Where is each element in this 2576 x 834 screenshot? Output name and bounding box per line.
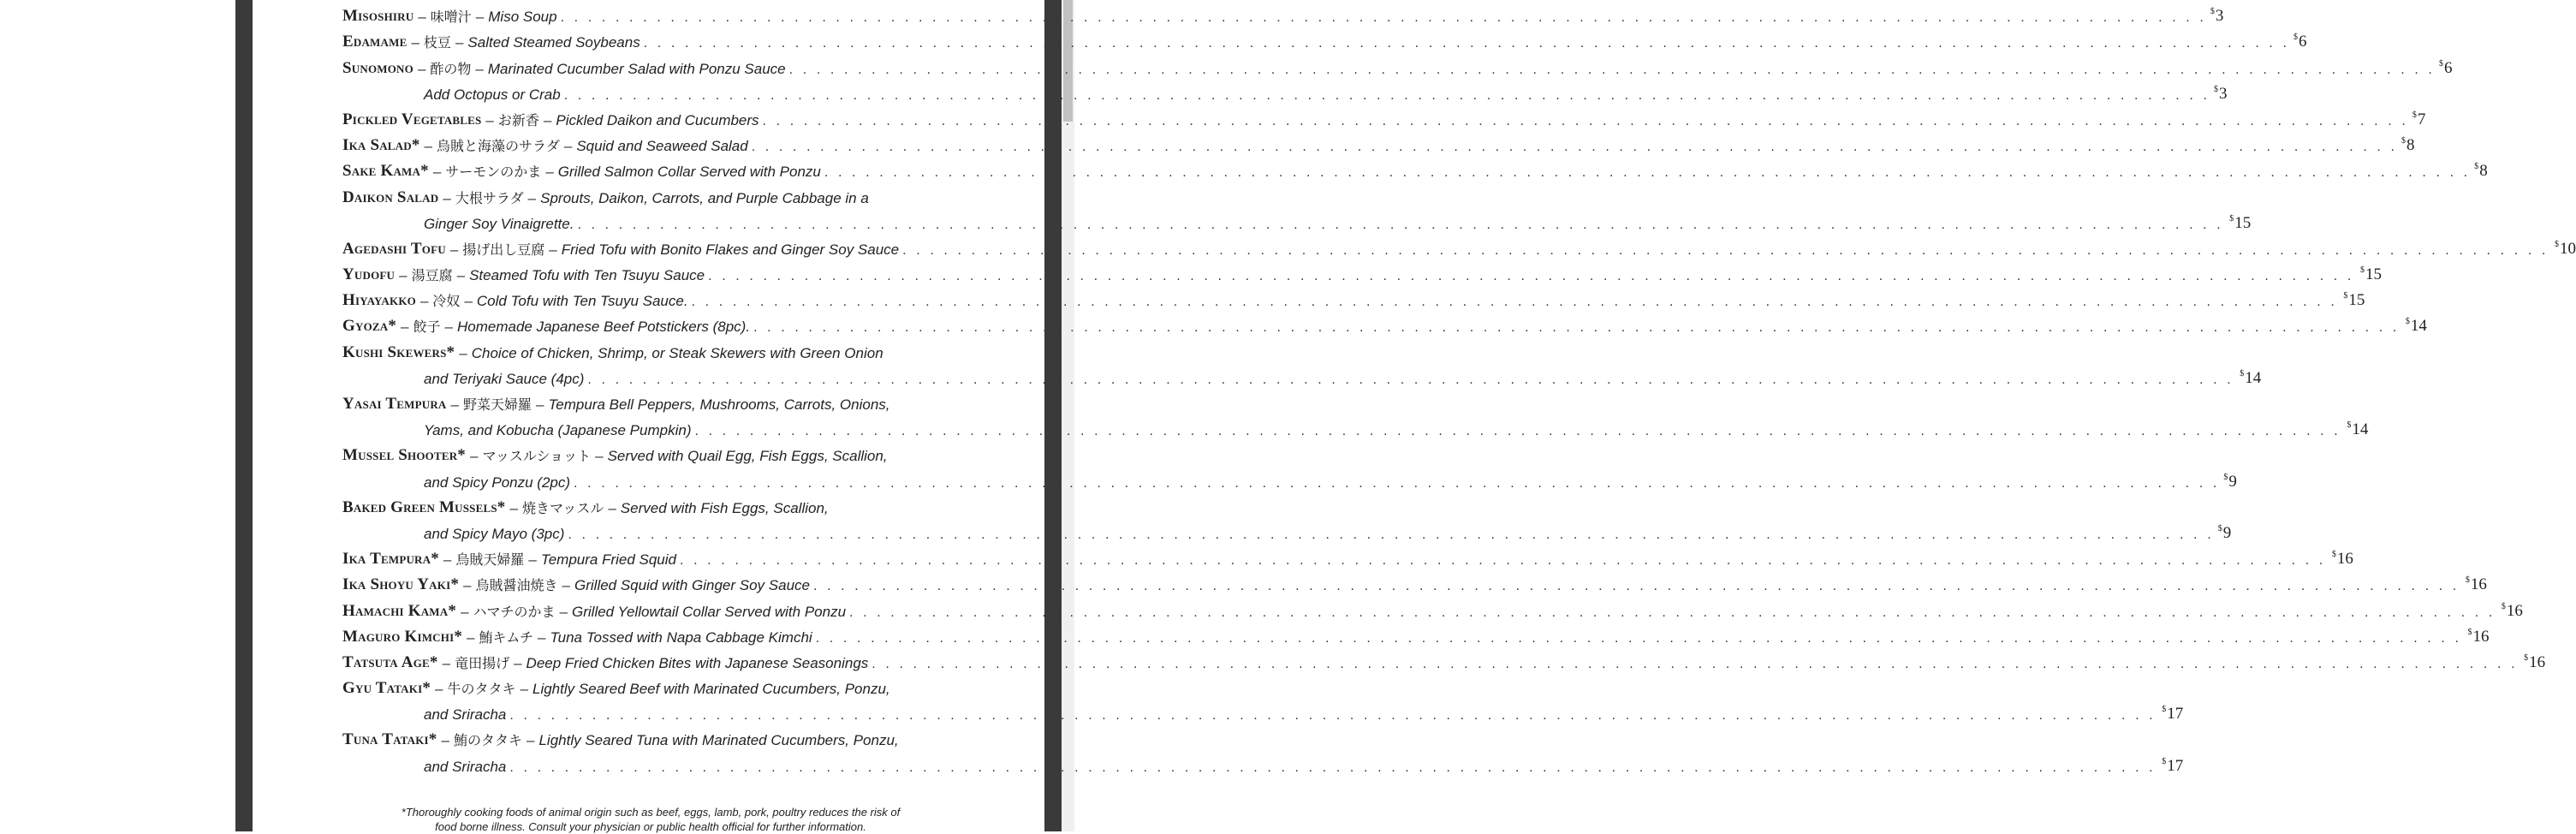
dot-leader: . . . . . . . . . . . . . . . . . . . . . . . . . . . . . . . . . . . . . . . . . . . . . . . . . . . . . . . . . . . . . . . . . . . . . . . . . . . . . . . . . . . . . . . . . . . . . . . . . . . . . . . . . . . . . . . . . . . . . . . . (708, 269, 2354, 284)
separator-dash: – (456, 267, 466, 284)
menu-item-name: Yasai Tempura (342, 395, 447, 413)
menu-item-name: Yudofu (342, 265, 396, 284)
menu-item (342, 259, 2382, 284)
menu-item-text (342, 549, 676, 569)
menu-item-description: Yams, and Kobucha (Japanese Pumpkin) (424, 422, 692, 439)
separator-dash: – (563, 138, 573, 155)
menu-item (342, 155, 2488, 181)
menu-item-continuation (342, 78, 2228, 104)
separator-dash: – (528, 551, 537, 569)
menu-item-continuation (342, 517, 2232, 543)
menu-item-continuation (342, 465, 2237, 491)
separator-dash: – (485, 111, 494, 128)
separator-dash: – (545, 164, 554, 181)
menu-item (342, 51, 2453, 77)
separator-dash: – (559, 603, 568, 620)
currency-symbol: $ (2214, 84, 2219, 94)
dot-leader: . . . . . . . . . . . . . . . . . . . . . . . . . . . . . . . . . . . . . . . . . . . . . . . . . . . . . . . . . . . . . . . . . . . . . . . . . . . . . . . . . . . . . . . . . . . . . . . . . . . . . . . . . . . . . . . . . . . . . . . . (560, 10, 2207, 26)
menu-item-continuation (342, 362, 2262, 388)
separator-dash: – (475, 60, 484, 77)
menu-item-name: Tatsuta Age* (342, 652, 438, 671)
food-safety-footnote (377, 805, 925, 834)
menu-item-description: Served with Quail Egg, Fish Eggs, Scallion, (607, 448, 888, 465)
menu-item-japanese-name: 餃子 (413, 319, 441, 336)
menu-item-description: Tempura Fried Squid (540, 551, 676, 569)
menu-item-description: Miso Soup (488, 9, 557, 26)
currency-symbol: $ (2412, 110, 2417, 120)
menu-item-price: $16 (2465, 575, 2487, 594)
menu-item-price: $16 (2467, 627, 2490, 646)
separator-dash: – (432, 164, 442, 181)
separator-dash: – (527, 732, 535, 749)
menu-item-price: $16 (2331, 550, 2353, 569)
menu-item-price: $16 (2501, 601, 2523, 620)
menu-item-name: Ika Tempura* (342, 550, 439, 569)
menu-item-text (342, 422, 691, 439)
menu-item (342, 310, 2427, 336)
currency-symbol: $ (2210, 7, 2215, 17)
dot-leader: . . . . . . . . . . . . . . . . . . . . . . . . . . . . . . . . . . . . . . . . . . . . . . . . . . . . . . . . . . . . . . . . . . . . . . . . . . . . . . . . . . . . . . . . . . . . . . . . . . . . . . . . . . . . . . . . . . . . . . . . (694, 424, 2341, 439)
currency-symbol: $ (2217, 523, 2222, 533)
menu-item-price: $6 (2438, 58, 2453, 77)
menu-item-description: Served with Fish Eggs, Scallion, (620, 499, 829, 516)
menu-item-name: Sake Kama* (342, 162, 429, 181)
menu-item (342, 26, 2307, 51)
dot-leader: . . . . . . . . . . . . . . . . . . . . . . . . . . . . . . . . . . . . . . . . . . . . . . . . . . . . . . . . . . . . . . . . . . . . . . . . . . . . . . . . . . . . . . . . . . . . . . . . . . . . . . . . . . . . . . . . . . . . . . . . (902, 242, 2549, 258)
menu-item-description: Pickled Daikon and Cucumbers (556, 111, 759, 128)
menu-item-japanese-name: マッスルショット (482, 448, 592, 465)
separator-dash: – (459, 344, 467, 361)
menu-item-text (342, 497, 829, 517)
menu-item-price: $7 (2412, 110, 2426, 128)
menu-item-text (342, 265, 705, 284)
currency-symbol: $ (2554, 239, 2559, 249)
menu-item-description: Ginger Soy Vinaigrette. (424, 215, 574, 232)
menu-item (342, 724, 949, 749)
menu-item (342, 439, 949, 465)
separator-dash: – (399, 267, 408, 284)
dot-leader: . . . . . . . . . . . . . . . . . . . . . . . . . . . . . . . . . . . . . . . . . . . . . . . . . . . . . . . . . . . . . . . . . . . . . . . . . . . . . . . . . . . . . . . . . . . . . . . . . . . . . . . . . . . . . . . . . . . . . . . . (762, 113, 2409, 128)
menu-item-text (342, 32, 640, 51)
menu-item-price: $16 (2524, 652, 2546, 671)
menu-item-text (342, 6, 557, 26)
separator-dash: – (520, 681, 528, 698)
menu-item (342, 336, 949, 361)
menu-item-continuation (342, 698, 2184, 724)
menu-item-name: Ika Salad* (342, 136, 420, 155)
menu-item-japanese-name: 酢の物 (430, 60, 472, 77)
currency-symbol: $ (2331, 550, 2336, 560)
menu-item-description: Fried Tofu with Bonito Flakes and Ginger Soy Sauce (561, 241, 900, 258)
separator-dash: – (608, 499, 616, 516)
footnote-line-2: food borne illness. Consult your physician or public health official for further information. (435, 820, 866, 833)
separator-dash: – (538, 628, 546, 646)
menu-item-continuation (342, 749, 2184, 775)
menu-item-text (342, 239, 899, 259)
currency-symbol: $ (2223, 472, 2228, 482)
menu-item-japanese-name: 枝豆 (423, 34, 451, 51)
separator-dash: – (443, 551, 452, 569)
menu-item-text (342, 343, 883, 362)
dot-leader: . . . . . . . . . . . . . . . . . . . . . . . . . . . . . . . . . . . . . . . . . . . . . . . . . . . . . . . . . . . . . . . . . . . . . . . . . . . . . . . . . . . . . . . . . . . . . . . . . . . . . . . . . . . . . . . . . . . . . . . . (577, 217, 2224, 232)
menu-item-text (342, 730, 899, 749)
menu-item-text (342, 652, 868, 672)
menu-item-price: $8 (2474, 162, 2488, 181)
menu-item-list (342, 0, 2576, 776)
menu-item-continuation (342, 207, 2252, 233)
menu-item (342, 491, 949, 517)
menu-item-description: Marinated Cucumber Salad with Ponzu Sauce (487, 60, 786, 77)
menu-item-name: Tuna Tataki* (342, 730, 437, 749)
menu-item (342, 594, 2523, 620)
menu-item-text (342, 161, 821, 181)
menu-item-description: and Sriracha (424, 758, 507, 775)
menu-item-description: Grilled Salmon Collar Served with Ponzu (557, 164, 821, 181)
menu-item-text (342, 58, 786, 78)
menu-item-text (342, 526, 564, 543)
currency-symbol: $ (2359, 265, 2365, 276)
menu-item (342, 569, 2487, 594)
dot-leader: . . . . . . . . . . . . . . . . . . . . . . . . . . . . . . . . . . . . . . . . . . . . . . . . . . . . . . . . . . . . . . . . . . . . . . . . . . . . . . . . . . . . . . . . . . . . . . . . . . . . . . . . . . . . . . . . . . . . . . . . (824, 165, 2471, 181)
separator-dash: – (543, 111, 552, 128)
menu-item-name: Daikon Salad (342, 188, 439, 206)
separator-dash: – (419, 293, 429, 310)
menu-item-japanese-name: 竜田揚げ (455, 654, 510, 671)
menu-item-japanese-name: 冷奴 (432, 293, 461, 310)
menu-item-japanese-name: 鮪のタタキ (453, 732, 522, 749)
dot-leader: . . . . . . . . . . . . . . . . . . . . . . . . . . . . . . . . . . . . . . . . . . . . . . . . . . . . . . . . . . . . . . . . . . . . . . . . . . . . . . . . . . . . . . . . . . . . . . . . . . . . . . . . . . . . . . . . . . . . . . . . (872, 656, 2519, 671)
currency-symbol: $ (2343, 291, 2348, 301)
dot-leader: . . . . . . . . . . . . . . . . . . . . . . . . . . . . . . . . . . . . . . . . . . . . . . . . . . . . . . . . . . . . . . . . . . . . . . . . . . . . . . . . . . . . . . . . . . . . . . . . . . . . . . . . . . . . . . . . . . . . . . . . (568, 527, 2215, 542)
currency-symbol: $ (2501, 601, 2506, 611)
currency-symbol: $ (2401, 136, 2406, 146)
menu-item-description: Deep Fried Chicken Bites with Japanese Seasonings (526, 654, 869, 671)
menu-item-price: $14 (2240, 368, 2262, 387)
menu-item-text (342, 216, 574, 233)
menu-item-japanese-name: 揚げ出し豆腐 (462, 241, 545, 258)
separator-dash: – (509, 499, 518, 516)
menu-item (342, 0, 2224, 26)
menu-item-description: Lightly Seared Tuna with Marinated Cucumbers, Ponzu, (538, 732, 899, 749)
menu-item-price: $17 (2162, 756, 2184, 775)
currency-symbol: $ (2240, 368, 2245, 378)
menu-item-description: Steamed Tofu with Ten Tsuyu Sauce (469, 267, 705, 284)
menu-item-text (342, 371, 584, 388)
menu-item-description: Cold Tofu with Ten Tsuyu Sauce. (476, 293, 688, 310)
separator-dash: – (442, 654, 451, 671)
separator-dash: – (455, 34, 464, 51)
menu-item-japanese-name: 烏賊天婦羅 (455, 551, 525, 569)
separator-dash: – (401, 319, 409, 336)
currency-symbol: $ (2465, 575, 2470, 586)
menu-item-japanese-name: 野菜天婦羅 (462, 396, 532, 413)
menu-item-text (342, 678, 890, 698)
menu-item-text (342, 474, 570, 491)
separator-dash: – (449, 241, 459, 258)
menu-item-description: Squid and Seaweed Salad (576, 138, 748, 155)
menu-item-name: Baked Green Mussels* (342, 497, 506, 516)
menu-item (342, 104, 2426, 129)
menu-item (342, 388, 949, 414)
menu-item-description: Sprouts, Daikon, Carrots, and Purple Cabbage in a (540, 189, 869, 206)
menu-item-japanese-name: ハマチのかま (473, 603, 556, 620)
menu-item-text (342, 445, 888, 465)
menu-item-text (342, 627, 812, 646)
menu-item-japanese-name: 大根サラダ (455, 189, 524, 206)
menu-item-name: Misoshiru (342, 7, 414, 26)
currency-symbol: $ (2524, 652, 2529, 663)
menu-item (342, 181, 949, 206)
dot-leader: . . . . . . . . . . . . . . . . . . . . . . . . . . . . . . . . . . . . . . . . . . . . . . . . . . . . . . . . . . . . . . . . . . . . . . . . . . . . . . . . . . . . . . . . . . . . . . . . . . . . . . . . . . . . . . . . . . . . . . . . (691, 295, 2338, 310)
menu-item-text (342, 110, 759, 129)
menu-item (342, 621, 2490, 646)
separator-dash: – (595, 448, 604, 465)
menu-item-name: Maguro Kimchi* (342, 627, 463, 646)
menu-item-japanese-name: 烏賊と海藻のサラダ (437, 138, 560, 155)
menu-item-description: Salted Steamed Soybeans (467, 34, 640, 51)
currency-symbol: $ (2162, 705, 2167, 715)
menu-item-description: and Sriracha (424, 706, 507, 724)
menu-item-name: Agedashi Tofu (342, 239, 446, 258)
menu-item-continuation (342, 414, 2369, 439)
menu-item-text (342, 135, 748, 155)
currency-symbol: $ (2405, 317, 2410, 327)
menu-item-description: Tuna Tossed with Napa Cabbage Kimchi (550, 628, 812, 646)
currency-symbol: $ (2474, 162, 2479, 172)
separator-dash: – (417, 60, 426, 77)
menu-item (342, 672, 949, 698)
dot-leader: . . . . . . . . . . . . . . . . . . . . . . . . . . . . . . . . . . . . . . . . . . . . . . . . . . . . . . . . . . . . . . . . . . . . . . . . . . . . . . . . . . . . . . . . . . . . . . . . . . . . . . . . . . . . . . . . . . . . . . . . (788, 62, 2436, 77)
menu-item-text (342, 394, 890, 414)
separator-dash: – (463, 577, 472, 594)
menu-item-description: and Teriyaki Sauce (4pc) (424, 370, 585, 387)
menu-item-name: Mussel Shooter* (342, 446, 467, 465)
separator-dash: – (562, 577, 570, 594)
menu-item-price: $15 (2343, 291, 2365, 310)
menu-item-japanese-name: 焼きマッスル (521, 499, 604, 516)
menu-item-price: $10 (2554, 239, 2576, 258)
currency-symbol: $ (2467, 627, 2472, 637)
menu-item-name: Gyu Tataki* (342, 679, 431, 698)
separator-dash: – (444, 319, 453, 336)
dot-leader: . . . . . . . . . . . . . . . . . . . . . . . . . . . . . . . . . . . . . . . . . . . . . . . . . . . . . . . . . . . . . . . . . . . . . . . . . . . . . . . . . . . . . . . . . . . . . . . . . . . . . . . . . . . . . . . . . . . . . . . . (587, 372, 2234, 387)
currency-symbol: $ (2229, 213, 2234, 223)
menu-item-name: Hiyayakko (342, 291, 416, 310)
menu-item-price: $15 (2359, 265, 2382, 284)
menu-item-description: Add Octopus or Crab (424, 86, 561, 103)
menu-item (342, 646, 2546, 672)
currency-symbol: $ (2293, 33, 2299, 43)
dot-leader: . . . . . . . . . . . . . . . . . . . . . . . . . . . . . . . . . . . . . . . . . . . . . . . . . . . . . . . . . . . . . . . . . . . . . . . . . . . . . . . . . . . . . . . . . . . . . . . . . . . . . . . . . . . . . . . . . . . . . . . . (849, 605, 2496, 620)
menu-item-price: $3 (2210, 7, 2224, 26)
currency-symbol: $ (2347, 420, 2352, 431)
separator-dash: – (527, 189, 537, 206)
menu-item-price: $8 (2401, 136, 2415, 155)
currency-symbol: $ (2162, 756, 2167, 766)
separator-dash: – (443, 189, 451, 206)
separator-dash: – (475, 9, 485, 26)
menu-item-description: Homemade Japanese Beef Potstickers (8pc). (457, 319, 751, 336)
menu-item-japanese-name: 鮪キムチ (479, 628, 534, 646)
menu-item-price: $14 (2347, 420, 2369, 439)
menu-item-japanese-name: お新香 (497, 111, 539, 128)
menu-item-description: Choice of Chicken, Shrimp, or Steak Skewers with Green Onion (471, 344, 883, 361)
separator-dash: – (411, 34, 419, 51)
separator-dash: – (424, 138, 433, 155)
menu-item-name: Gyoza* (342, 317, 397, 336)
menu-item-name: Hamachi Kama* (342, 601, 457, 620)
menu-item-name: Kushi Skewers* (342, 343, 455, 361)
dot-leader: . . . . . . . . . . . . . . . . . . . . . . . . . . . . . . . . . . . . . . . . . . . . . . . . . . . . . . . . . . . . . . . . . . . . . . . . . . . . . . . . . . . . . . . . . . . . . . . . . . . . . . . . . . . . . . . . . . . . . . . . (812, 579, 2460, 594)
menu-item-text (342, 759, 506, 776)
dot-leader: . . . . . . . . . . . . . . . . . . . . . . . . . . . . . . . . . . . . . . . . . . . . . . . . . . . . . . . . . . . . . . . . . . . . . . . . . . . . . . . . . . . . . . . . . . . . . . . . . . . . . . . . . . . . . . . . . . . . . . . . (509, 760, 2157, 775)
menu-item-description: and Spicy Mayo (3pc) (424, 525, 565, 542)
dot-leader: . . . . . . . . . . . . . . . . . . . . . . . . . . . . . . . . . . . . . . . . . . . . . . . . . . . . . . . . . . . . . . . . . . . . . . . . . . . . . . . . . . . . . . . . . . . . . . . . . . . . . . . . . . . . . . . . . . . . . . . . (753, 320, 2400, 336)
menu-item-text (342, 706, 506, 724)
menu-item-description: Grilled Squid with Ginger Soy Sauce (574, 577, 810, 594)
menu-item-name: Pickled Vegetables (342, 110, 482, 128)
menu-item-description: Lightly Seared Beef with Marinated Cucumbers, Ponzu, (532, 681, 890, 698)
menu-item-japanese-name: 湯豆腐 (411, 267, 453, 284)
menu-item (342, 233, 2576, 259)
dot-leader: . . . . . . . . . . . . . . . . . . . . . . . . . . . . . . . . . . . . . . . . . . . . . . . . . . . . . . . . . . . . . . . . . . . . . . . . . . . . . . . . . . . . . . . . . . . . . . . . . . . . . . . . . . . . . . . . . . . . . . . . (563, 87, 2210, 103)
menu-item-text (342, 188, 869, 207)
separator-dash: – (536, 396, 544, 413)
menu-item-price: $15 (2229, 213, 2252, 232)
menu-item-japanese-name: サーモンのかま (445, 164, 542, 181)
menu-item-text (342, 86, 561, 104)
dot-leader: . . . . . . . . . . . . . . . . . . . . . . . . . . . . . . . . . . . . . . . . . . . . . . . . . . . . . . . . . . . . . . . . . . . . . . . . . . . . . . . . . . . . . . . . . . . . . . . . . . . . . . . . . . . . . . . . . . . . . . . . (815, 630, 2462, 646)
menu-item-price: $17 (2162, 705, 2184, 724)
separator-dash: – (418, 9, 426, 26)
dot-leader: . . . . . . . . . . . . . . . . . . . . . . . . . . . . . . . . . . . . . . . . . . . . . . . . . . . . . . . . . . . . . . . . . . . . . . . . . . . . . . . . . . . . . . . . . . . . . . . . . . . . . . . . . . . . . . . . . . . . . . . . (643, 36, 2290, 51)
menu-item-text (342, 575, 810, 594)
separator-dash: – (467, 628, 475, 646)
separator-dash: – (514, 654, 522, 671)
dot-leader: . . . . . . . . . . . . . . . . . . . . . . . . . . . . . . . . . . . . . . . . . . . . . . . . . . . . . . . . . . . . . . . . . . . . . . . . . . . . . . . . . . . . . . . . . . . . . . . . . . . . . . . . . . . . . . . . . . . . . . . . (574, 475, 2220, 491)
separator-dash: – (461, 603, 469, 620)
separator-dash: – (450, 396, 459, 413)
dot-leader: . . . . . . . . . . . . . . . . . . . . . . . . . . . . . . . . . . . . . . . . . . . . . . . . . . . . . . . . . . . . . . . . . . . . . . . . . . . . . . . . . . . . . . . . . . . . . . . . . . . . . . . . . . . . . . . . . . . . . . . . (509, 708, 2157, 724)
menu-item-japanese-name: 牛のタタキ (447, 681, 516, 698)
separator-dash: – (441, 732, 449, 749)
dot-leader: . . . . . . . . . . . . . . . . . . . . . . . . . . . . . . . . . . . . . . . . . . . . . . . . . . . . . . . . . . . . . . . . . . . . . . . . . . . . . . . . . . . . . . . . . . . . . . . . . . . . . . . . . . . . . . . . . . . . . . . . (751, 140, 2398, 155)
separator-dash: – (464, 293, 473, 310)
menu-item-description: Grilled Yellowtail Collar Served with Ponzu (572, 603, 847, 620)
menu-item-price: $6 (2293, 33, 2307, 51)
menu-item (342, 129, 2415, 155)
dot-leader: . . . . . . . . . . . . . . . . . . . . . . . . . . . . . . . . . . . . . . . . . . . . . . . . . . . . . . . . . . . . . . . . . . . . . . . . . . . . . . . . . . . . . . . . . . . . . . . . . . . . . . . . . . . . . . . . . . . . . . . . (680, 553, 2326, 569)
menu-item-name: Edamame (342, 33, 408, 51)
menu-item-description: and Spicy Ponzu (2pc) (424, 474, 571, 491)
menu-item-japanese-name: 烏賊醤油焼き (475, 577, 558, 594)
menu-item-text (342, 316, 750, 336)
separator-dash: – (470, 448, 479, 465)
menu-item (342, 284, 2365, 310)
menu-item-name: Sunomono (342, 58, 413, 77)
menu-item-price: $9 (2217, 523, 2232, 542)
menu-item-text (342, 290, 688, 310)
separator-dash: – (549, 241, 557, 258)
menu-item-description: Tempura Bell Peppers, Mushrooms, Carrots, Onions, (548, 396, 890, 413)
menu-item-price: $14 (2405, 317, 2427, 336)
menu-item-price: $3 (2214, 84, 2228, 103)
footnote-line-1: *Thoroughly cooking foods of animal origin such as beef, eggs, lamb, pork, poultry reduces the risk of (401, 806, 901, 819)
menu-item-japanese-name: 味噌汁 (430, 9, 472, 26)
separator-dash: – (435, 681, 443, 698)
menu-item-name: Ika Shoyu Yaki* (342, 575, 460, 594)
currency-symbol: $ (2438, 58, 2443, 69)
menu-item-text (342, 601, 846, 621)
menu-item (342, 543, 2353, 569)
menu-item-price: $9 (2223, 472, 2237, 491)
